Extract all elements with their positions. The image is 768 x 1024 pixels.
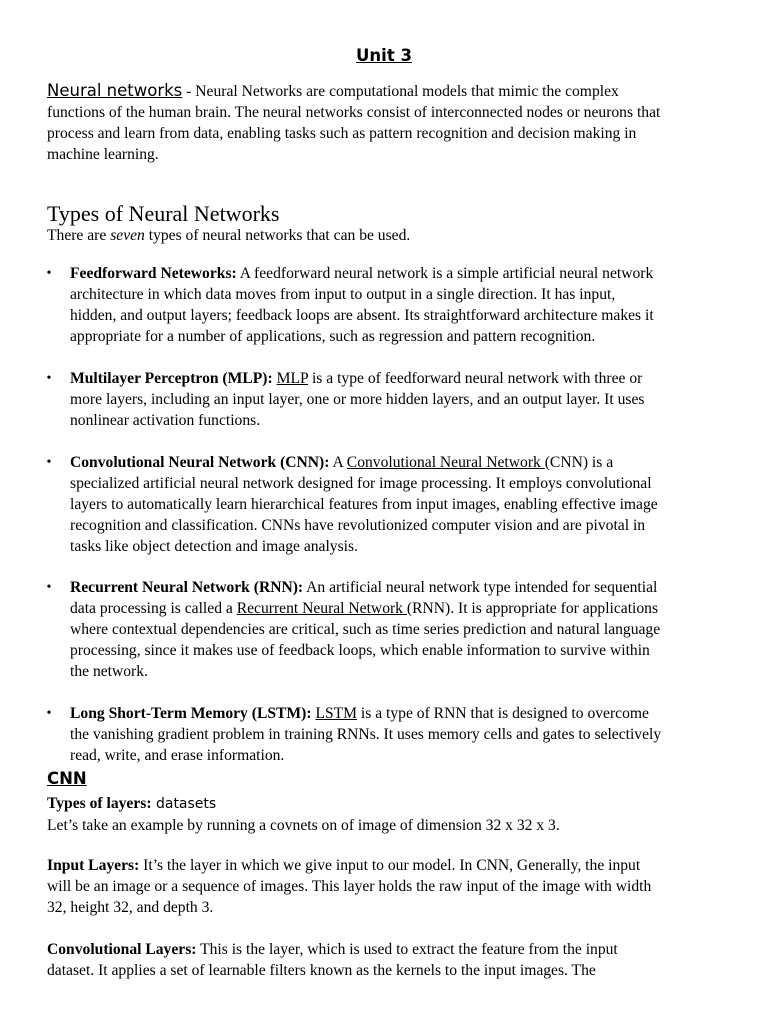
para-line: 32, height 32, and depth 3. xyxy=(47,899,214,916)
cnn-heading: CNN xyxy=(47,769,87,788)
item-line: where contextual dependencies are critical, such as time series prediction and natural language xyxy=(70,621,661,638)
para-line xyxy=(47,855,727,876)
intro-dash: - xyxy=(182,83,196,100)
bullet-icon: • xyxy=(46,266,52,281)
item-line: more layers, including an input layer, one or more hidden layers, and an output layer. It uses xyxy=(70,391,645,408)
layers-rest: datasets xyxy=(151,796,217,812)
item-text: data processing is called a xyxy=(70,600,237,617)
item-line: the network. xyxy=(70,663,148,680)
item-line: read, write, and erase information. xyxy=(70,747,285,764)
intro-line xyxy=(47,80,727,102)
mlp-link[interactable]: MLP xyxy=(276,370,309,387)
types-intro-emphasis: seven xyxy=(110,227,145,244)
page-title: Unit 3 xyxy=(356,46,412,65)
para-line xyxy=(47,793,727,815)
layers-term: Types of layers: xyxy=(47,795,152,812)
para-line xyxy=(47,939,727,960)
intro-paragraph xyxy=(47,80,727,165)
bullet-icon: • xyxy=(46,706,52,721)
para-line: Let’s take an example by running a covnets on of image of dimension 32 x 32 x 3. xyxy=(47,817,560,834)
intro-line: functions of the human brain. The neural networks consist of interconnected nodes or neurons that xyxy=(47,104,661,121)
item-line xyxy=(70,577,730,598)
intro-line: machine learning. xyxy=(47,146,159,163)
item-line xyxy=(70,368,730,389)
bullet-icon: • xyxy=(46,371,52,386)
item-line xyxy=(70,598,730,619)
para-line: dataset. It applies a set of learnable filters known as the kernels to the input images. The xyxy=(47,962,596,979)
conv-term: Convolutional Layers: xyxy=(47,941,197,958)
conv-layers-paragraph xyxy=(47,939,727,981)
item-line: hidden, and output layers; feedback loops are absent. Its straightforward architecture makes it xyxy=(70,307,654,324)
types-intro-post: types of neural networks that can be used. xyxy=(144,227,411,244)
para-line: will be an image or a sequence of images. This layer holds the raw input of the image with width xyxy=(47,878,652,895)
item-line: specialized artificial neural network designed for image processing. It employs convolutional xyxy=(70,475,652,492)
types-intro xyxy=(47,225,410,246)
intro-term: Neural networks xyxy=(47,81,183,100)
input-layers-paragraph xyxy=(47,855,727,918)
item-term: Recurrent Neural Network (RNN): xyxy=(70,579,304,596)
item-text: A feedforward neural network is a simple artificial neural network xyxy=(236,265,654,282)
intro-line: process and learn from data, enabling tasks such as pattern recognition and decision making in xyxy=(47,125,637,142)
item-term: Convolutional Neural Network (CNN): xyxy=(70,454,330,471)
bullet-icon: • xyxy=(46,455,52,470)
item-line: processing, since it makes use of feedback loops, which enable information to survive within xyxy=(70,642,650,659)
cnn-link[interactable]: Convolutional Neural Network xyxy=(346,454,545,471)
list-item-lstm xyxy=(46,703,730,766)
types-heading: Types of Neural Networks xyxy=(47,201,280,226)
bullet-icon: • xyxy=(46,580,52,595)
item-term: Multilayer Perceptron (MLP): xyxy=(70,370,273,387)
types-intro-pre: There are xyxy=(47,227,111,244)
item-text: is a type of RNN that is designed to overcome xyxy=(357,705,649,722)
item-text: (RNN). It is appropriate for applications xyxy=(406,600,659,617)
item-text: (CNN) is a xyxy=(544,454,614,471)
item-line xyxy=(70,452,730,473)
list-item-mlp xyxy=(46,368,730,431)
input-term: Input Layers: xyxy=(47,857,140,874)
item-line xyxy=(70,263,730,284)
rnn-link[interactable]: Recurrent Neural Network xyxy=(236,600,407,617)
item-line: layers to automatically learn hierarchical features from input images, enabling effective image xyxy=(70,496,658,513)
para-text: This is the layer, which is used to extract the feature from the input xyxy=(196,941,618,958)
para-text: It’s the layer in which we give input to our model. In CNN, Generally, the input xyxy=(139,857,641,874)
item-line: recognition and classification. CNNs have revolutionized computer vision and are pivotal in xyxy=(70,517,646,534)
list-item-feedforward xyxy=(46,263,730,347)
item-text: is a type of feedforward neural network with three or xyxy=(308,370,643,387)
item-line: the vanishing gradient problem in training RNNs. It uses memory cells and gates to selectively xyxy=(70,726,662,743)
item-text: A xyxy=(329,454,347,471)
item-text: An artificial neural network type intended for sequential xyxy=(303,579,658,596)
item-term: Long Short-Term Memory (LSTM): xyxy=(70,705,312,722)
intro-text: Neural Networks are computational models that mimic the complex xyxy=(195,83,619,100)
item-line: nonlinear activation functions. xyxy=(70,412,261,429)
item-line: architecture in which data moves from input to output in a single direction. It has input, xyxy=(70,286,616,303)
item-line xyxy=(70,703,730,724)
item-term: Feedforward Neteworks: xyxy=(70,265,237,282)
lstm-link[interactable]: LSTM xyxy=(315,705,358,722)
item-line: appropriate for a number of applications, such as regression and pattern recognition. xyxy=(70,328,596,345)
list-item-cnn xyxy=(46,452,730,557)
layers-paragraph xyxy=(47,793,727,836)
item-line: tasks like object detection and image analysis. xyxy=(70,538,358,555)
list-item-rnn xyxy=(46,577,730,682)
